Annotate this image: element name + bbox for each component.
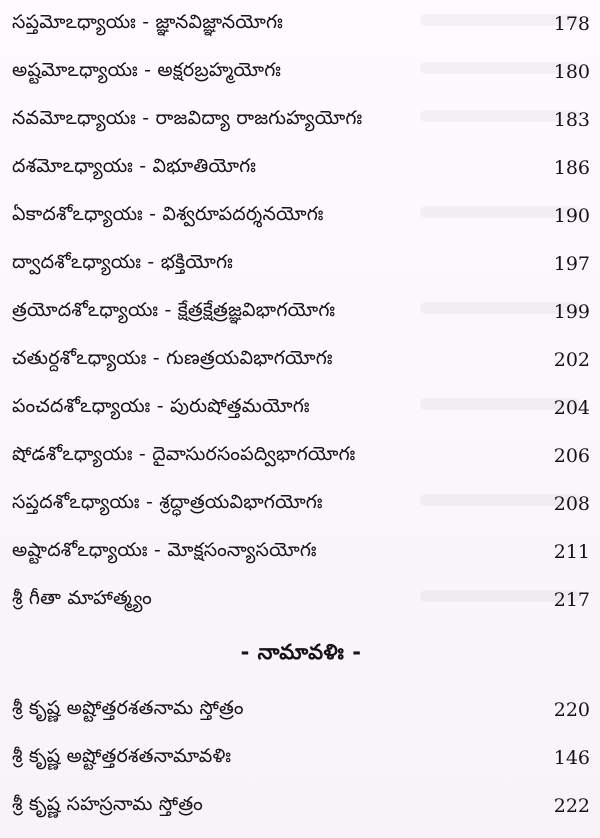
toc-entry-page: 206 — [553, 445, 590, 467]
toc-entry-page: 186 — [553, 157, 590, 179]
toc-entry-page: 178 — [553, 13, 590, 35]
toc-entry-page: 146 — [553, 747, 590, 769]
toc-entry-page: 202 — [553, 349, 590, 371]
toc-row[interactable] — [12, 528, 590, 576]
toc-entry-title: దశమోఽధ్యాయః - విభూతియోగః — [12, 154, 257, 177]
toc-row[interactable] — [12, 480, 590, 528]
toc-entry-title: ద్వాదశోఽధ్యాయః - భక్తియోగః — [12, 250, 233, 273]
toc-row[interactable] — [12, 240, 590, 288]
toc-row[interactable] — [12, 192, 590, 240]
toc-entry-page: 217 — [553, 589, 590, 611]
toc-entry-title: షోడశోఽధ్యాయః - దైవాసురసంపద్విభాగయోగః — [12, 442, 356, 465]
toc-entry-title: సప్తమోఽధ్యాయః - జ్ఞానవిజ్ఞానయోగః — [12, 10, 283, 33]
toc-row[interactable] — [12, 432, 590, 480]
toc-entry-page: 197 — [553, 253, 590, 275]
toc-entry-page: 211 — [553, 541, 590, 563]
table-of-contents — [12, 0, 590, 830]
section-heading: - నామావళిః - — [240, 640, 362, 664]
toc-entry-title: త్రయోదశోఽధ్యాయః - క్షేత్రక్షేత్రజ్ఞవిభాగయోగః — [12, 298, 336, 321]
toc-row[interactable] — [12, 384, 590, 432]
toc-row[interactable] — [12, 576, 590, 624]
toc-entry-title: చతుర్దశోఽధ్యాయః - గుణత్రయవిభాగయోగః — [12, 346, 333, 369]
section-heading-row — [12, 624, 590, 686]
toc-entry-title: పంచదశోఽధ్యాయః - పురుషోత్తమయోగః — [12, 394, 310, 417]
toc-row[interactable] — [12, 0, 590, 48]
toc-entry-title: సప్తదశోఽధ్యాయః - శ్రద్ధాత్రయవిభాగయోగః — [12, 490, 323, 513]
toc-entry-page: 220 — [553, 699, 590, 721]
toc-entry-page: 208 — [553, 493, 590, 515]
toc-row[interactable] — [12, 686, 590, 734]
toc-entry-title: శ్రీ కృష్ణ అష్టోత్తరశతనామావళిః — [12, 744, 232, 767]
toc-row[interactable] — [12, 336, 590, 384]
toc-entry-page: 190 — [553, 205, 590, 227]
toc-entry-title: ఏకాదశోఽధ్యాయః - విశ్వరూపదర్శనయోగః — [12, 202, 324, 225]
toc-entry-title: నవమోఽధ్యాయః - రాజవిద్యా రాజగుహ్యయోగః — [12, 106, 363, 129]
toc-entry-title: శ్రీ గీతా మాహాత్మ్యం — [12, 586, 152, 609]
toc-row[interactable] — [12, 96, 590, 144]
toc-entry-page: 180 — [553, 61, 590, 83]
toc-entry-page: 183 — [553, 109, 590, 131]
toc-entry-page: 199 — [553, 301, 590, 323]
toc-entry-title: శ్రీ కృష్ణ సహస్రనామ స్తోత్రం — [12, 792, 203, 815]
toc-row[interactable] — [12, 48, 590, 96]
toc-entry-page: 222 — [553, 795, 590, 817]
toc-row[interactable] — [12, 144, 590, 192]
toc-row[interactable] — [12, 734, 590, 782]
toc-entry-title: అష్టమోఽధ్యాయః - అక్షరబ్రహ్మయోగః — [12, 58, 282, 81]
toc-entry-page: 204 — [553, 397, 590, 419]
toc-entry-title: శ్రీ కృష్ణ అష్టోత్తరశతనామ స్తోత్రం — [12, 696, 244, 719]
toc-row[interactable] — [12, 782, 590, 830]
toc-entry-title: అష్టాదశోఽధ్యాయః - మోక్షసంన్యాసయోగః — [12, 538, 317, 561]
toc-row[interactable] — [12, 288, 590, 336]
